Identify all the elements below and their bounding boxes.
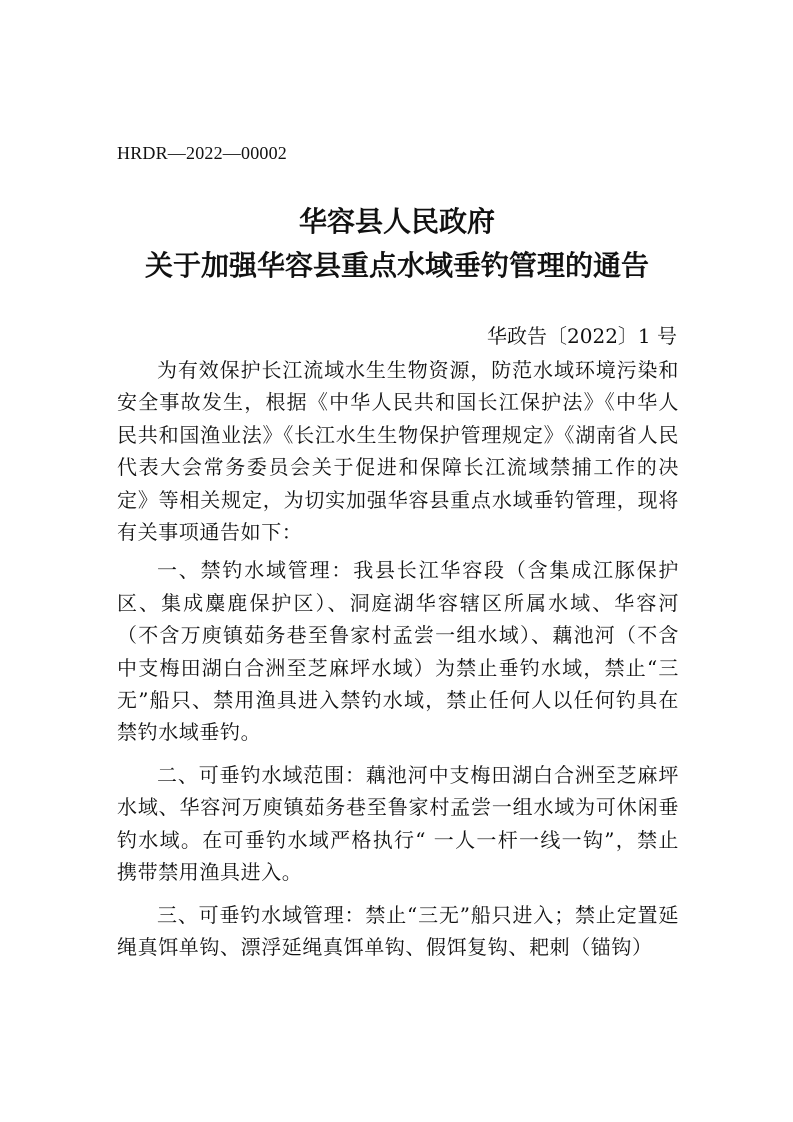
document-body bbox=[117, 354, 679, 963]
paragraph-item-1: 一、禁钓水域管理：我县长江华容段（含集成江豚保护区、集成麋鹿保护区）、洞庭湖华容辖区所属水域、华容河（不含万庾镇茹务巷至鲁家村孟尝一组水域）、藕池河（不含中支梅田湖白合洲至芝麻坪水域）为禁止垂钓水域，禁止“三无”船只、禁用渔具进入禁钓水域，禁止任何人以任何钓具在禁钓水域垂钓。 bbox=[117, 558, 679, 745]
paragraph-item-2: 二、可垂钓水域范围：藕池河中支梅田湖白合洲至芝麻坪水域、华容河万庾镇茹务巷至鲁家村孟尝一组水域为可休闲垂钓水域。在可垂钓水域严格执行“ 一人一杆一线一钩”，禁止携带禁用渔具进入。 bbox=[117, 762, 679, 885]
document-title-subject: 关于加强华容县重点水域垂钓管理的通告 bbox=[144, 249, 649, 282]
document-title-issuer: 华容县人民政府 bbox=[298, 205, 495, 238]
document-number: 华政告〔2022〕1 号 bbox=[487, 324, 677, 348]
paragraph-intro: 为有效保护长江流域水生生物资源，防范水域环境污染和安全事故发生，根据《中华人民共和国长江保护法》《中华人民共和国渔业法》《长江水生生物保护管理规定》《湖南省人民代表大会常务委员会关于促进和保障长江流域禁捕工作的决定》等相关规定，为切实加强华容县重点水域垂钓管理，现将有关事项通告如下： bbox=[117, 358, 679, 545]
document-code: HRDR—2022—00002 bbox=[117, 143, 288, 163]
paragraph-item-3: 三、可垂钓水域管理：禁止“三无”船只进入；禁止定置延绳真饵单钩、漂浮延绳真饵单钩、假饵复钩、耙刺（锚钩） bbox=[117, 902, 679, 959]
